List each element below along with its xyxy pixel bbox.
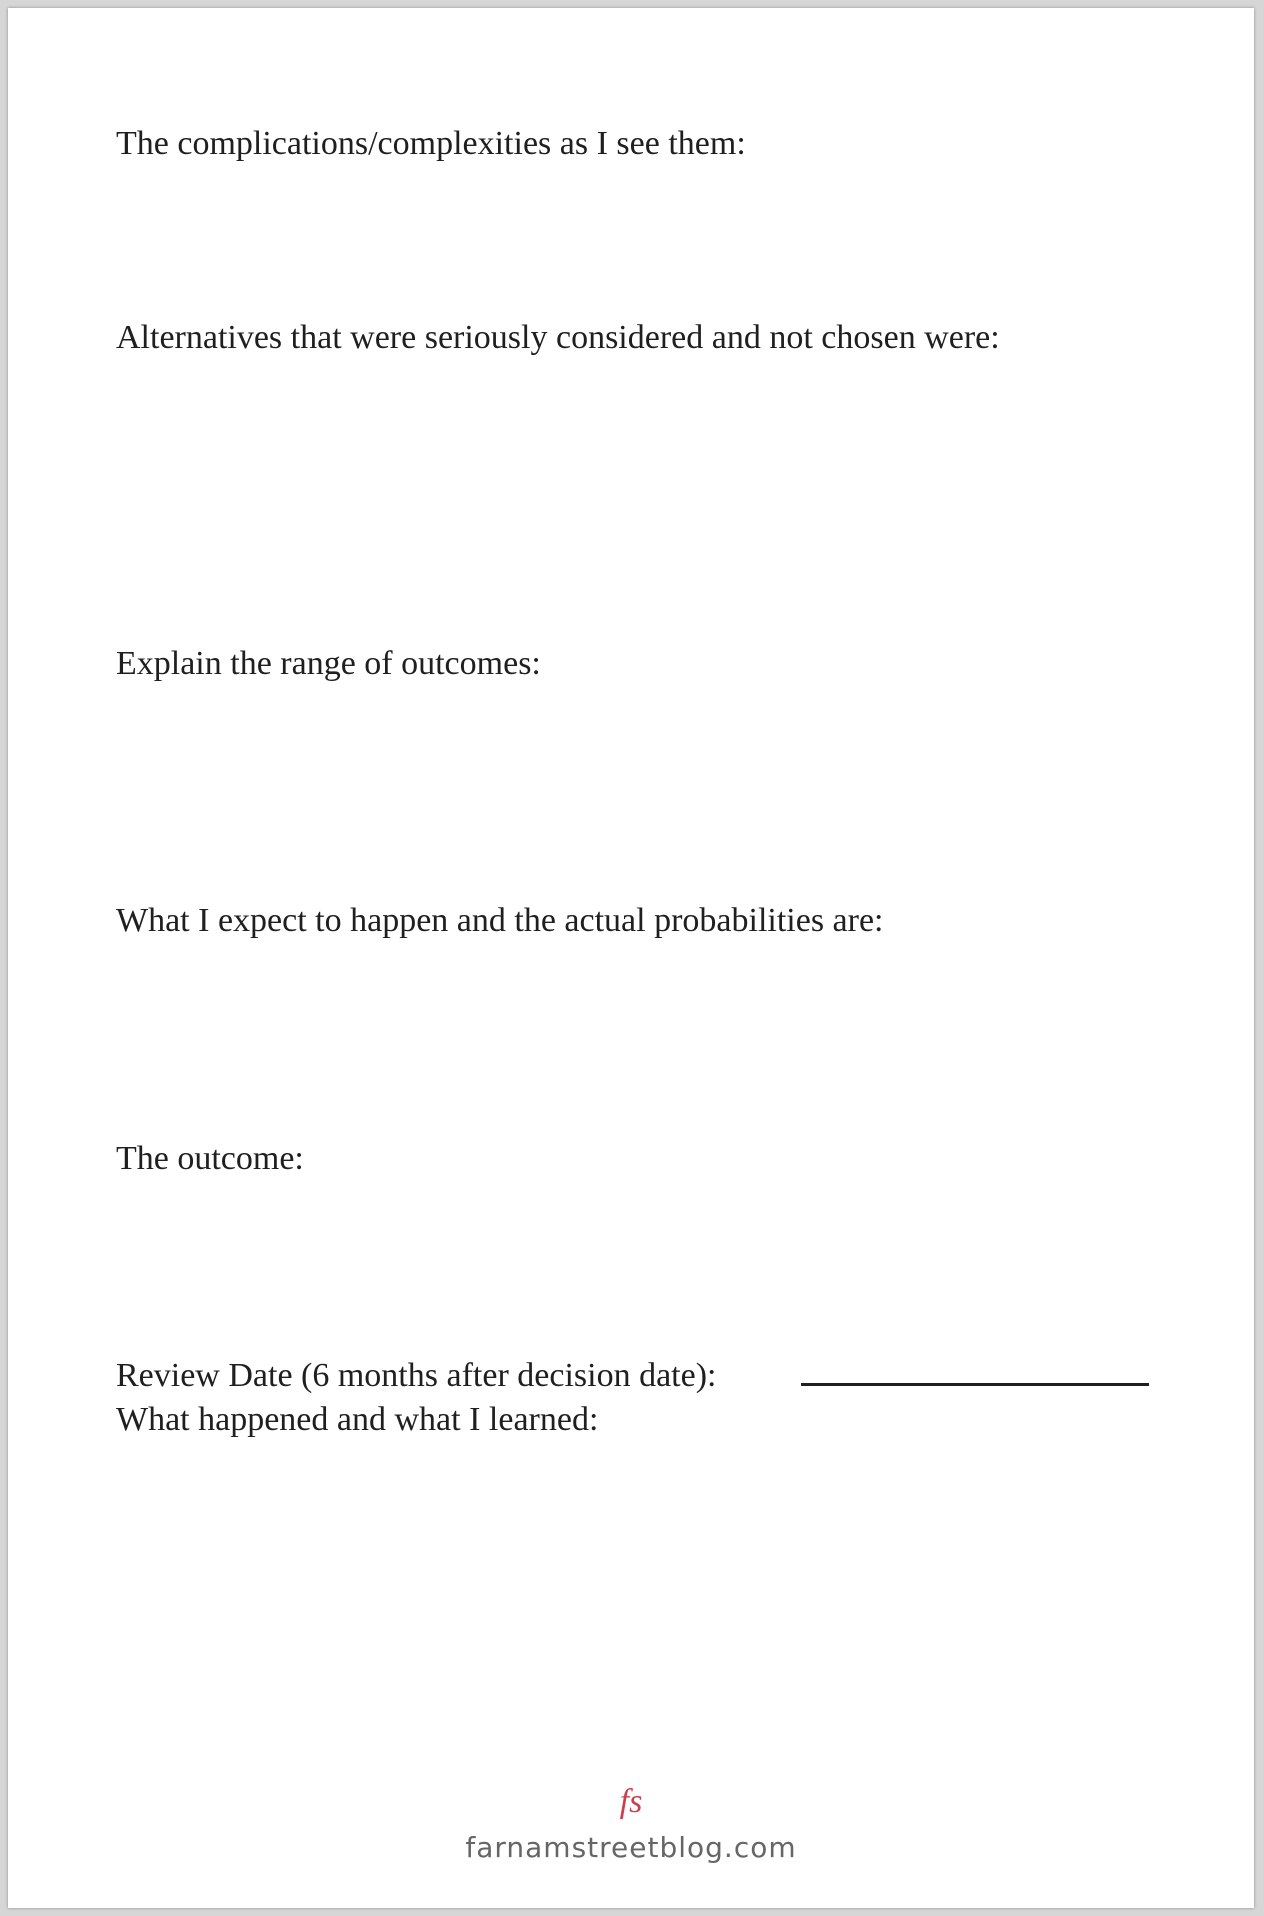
- prompt-range-of-outcomes: Explain the range of outcomes:: [116, 645, 541, 682]
- prompt-outcome: The outcome:: [116, 1140, 304, 1177]
- document-page: [8, 8, 1254, 1908]
- footer-url: farnamstreetblog.com: [465, 1831, 797, 1864]
- fs-logo: fs: [619, 1783, 643, 1820]
- prompt-expectations: What I expect to happen and the actual probabilities are:: [116, 902, 884, 939]
- prompt-alternatives: Alternatives that were seriously considered and not chosen were:: [116, 319, 1000, 356]
- review-date-blank-line: [801, 1383, 1149, 1386]
- prompt-review-date: Review Date (6 months after decision date):: [116, 1357, 717, 1394]
- prompt-learned: What happened and what I learned:: [116, 1401, 599, 1438]
- prompt-complications: The complications/complexities as I see them:: [116, 125, 746, 162]
